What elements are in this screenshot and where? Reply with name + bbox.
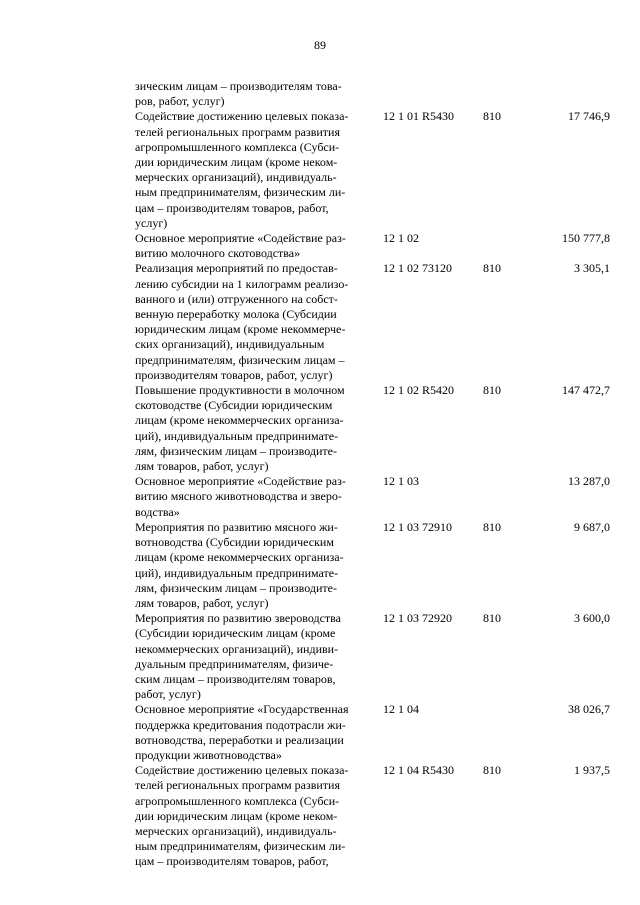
row-amount: 150 777,8 xyxy=(562,231,610,246)
row-expense-type: 810 xyxy=(483,763,501,778)
table-row xyxy=(135,520,610,611)
row-description: Основное мероприятие «Содействие раз- витию мясного животноводства и зверо- водства» xyxy=(135,474,346,519)
row-description: зическим лицам – производителям това- ров, работ, услуг) xyxy=(135,79,342,109)
row-description: Реализация мероприятий по предостав- лению субсидии на 1 килограмм реализо- ванного и (или) отгруженного на собст- венную переработку молока (Субсидии юридическим лицам (кроме некоммерче- ских организаций), индивидуальным предпринимателям, физическим лицам – производителям товаров, работ, услуг) xyxy=(135,261,349,382)
row-code: 12 1 04 R5430 xyxy=(383,763,455,778)
row-amount: 38 026,7 xyxy=(568,702,610,717)
budget-table xyxy=(135,79,610,870)
page-number: 89 xyxy=(314,38,326,52)
row-description: Основное мероприятие «Содействие раз- витию молочного скотоводства» xyxy=(135,231,346,261)
table-row xyxy=(135,702,610,763)
table-row xyxy=(135,383,610,474)
row-amount: 13 287,0 xyxy=(568,474,610,489)
row-description: Основное мероприятие «Государственная поддержка кредитования подотрасли жи- вотноводства, переработки и реализации продукции животноводства» xyxy=(135,702,349,762)
row-code: 12 1 02 73120 xyxy=(383,261,452,276)
table-row xyxy=(135,763,610,869)
table-row xyxy=(135,261,610,383)
row-description: Содействие достижению целевых показа- телей региональных программ развития агропромышленного комплекса (Субси- дии юридическим лицам (кроме неком- мерческих организаций), индивидуаль- ным предпринимателям, физическим ли- цам – производителям товаров, работ, услуг) xyxy=(135,109,349,230)
row-description: Повышение продуктивности в молочном скотоводстве (Субсидии юридическим лицам (кроме некоммерческих организа- ций), индивидуальным предпринимате- лям, физическим лицам – производите- лям товаров, работ, услуг) xyxy=(135,383,345,474)
row-code: 12 1 03 72920 xyxy=(383,611,452,626)
row-code: 12 1 03 72910 xyxy=(383,519,452,534)
row-amount: 1 937,5 xyxy=(574,763,610,778)
row-expense-type: 810 xyxy=(483,383,501,398)
table-row xyxy=(135,109,610,231)
row-amount: 3 305,1 xyxy=(574,261,610,276)
row-code: 12 1 01 R5430 xyxy=(383,109,455,124)
row-expense-type: 810 xyxy=(483,611,501,626)
row-code: 12 1 02 xyxy=(383,231,419,246)
row-amount: 3 600,0 xyxy=(574,611,610,626)
row-expense-type: 810 xyxy=(483,519,501,534)
row-amount: 17 746,9 xyxy=(568,109,610,124)
row-expense-type: 810 xyxy=(483,261,501,276)
row-code: 12 1 02 R5420 xyxy=(383,383,455,398)
row-description: Мероприятия по развитию звероводства (Субсидии юридическим лицам (кроме некоммерческих организаций), индиви- дуальным предпринимателям, физиче- ским лицам – производителям товаров, работ, услуг) xyxy=(135,611,342,702)
row-description: Содействие достижению целевых показа- телей региональных программ развития агропромышленного комплекса (Субси- дии юридическим лицам (кроме неком- мерческих организаций), индивидуаль- ным предпринимателям, физическим ли- цам – производителям товаров, работ, xyxy=(135,763,349,869)
row-amount: 147 472,7 xyxy=(562,383,610,398)
row-amount: 9 687,0 xyxy=(574,519,610,534)
row-expense-type: 810 xyxy=(483,109,501,124)
table-row xyxy=(135,611,610,702)
row-description: Мероприятия по развитию мясного жи- вотноводства (Субсидии юридическим лицам (кроме некоммерческих организа- ций), индивидуальным предпринимате- лям, физическим лицам – производите- лям товаров, работ, услуг) xyxy=(135,519,344,610)
table-row xyxy=(135,231,610,261)
table-row xyxy=(135,79,610,109)
table-row xyxy=(135,474,610,520)
row-code: 12 1 04 xyxy=(383,702,419,717)
row-code: 12 1 03 xyxy=(383,474,419,489)
